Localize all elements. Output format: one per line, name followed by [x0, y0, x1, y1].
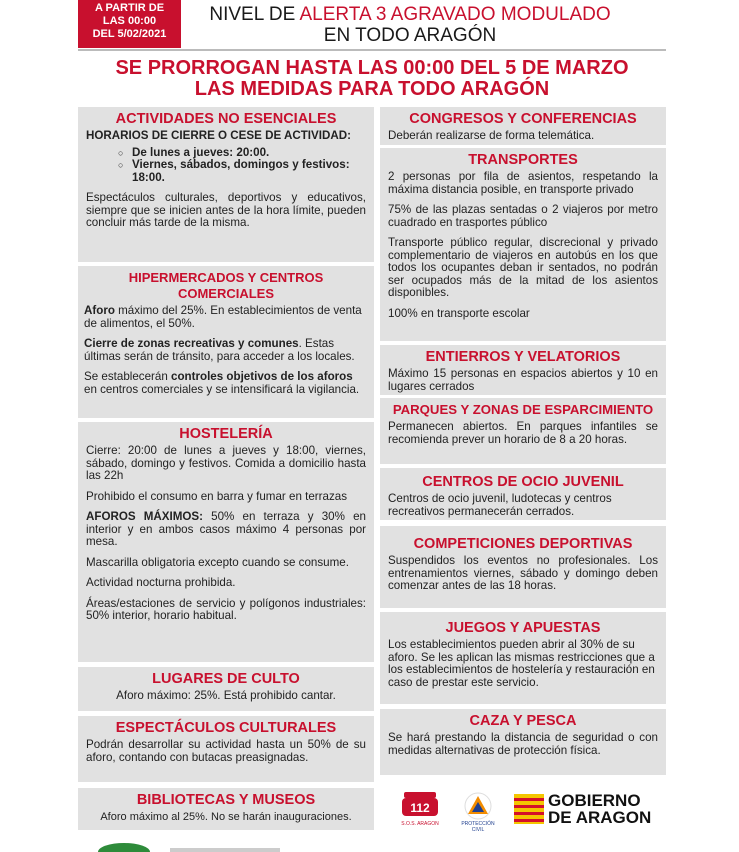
section-text: Cierre de zonas recreativas y comunes. Estas últimas serán de tránsito, para acceder a los locales. — [84, 337, 355, 363]
section-text: Se establecerán controles objetivos de los aforos en centros comerciales y se intensificará la vigilancia. — [84, 370, 360, 396]
section-text: Deberán realizarse de forma telemática. — [388, 129, 595, 142]
hours-list — [86, 147, 366, 185]
logo-gob-line-1: GOBIERNO — [548, 791, 641, 810]
section-text: Aforo máximo del 25%. En establecimientos de venta de alimentos, el 50%. — [84, 304, 362, 330]
section-text: Aforo máximo: 25%. Está prohibido cantar. — [116, 689, 336, 702]
section-title: TRANSPORTES — [468, 152, 578, 168]
banner-line-1: SE PRORROGAN HASTA LAS 00:00 DEL 5 DE MARZO — [115, 57, 629, 79]
section-text: Aforo máximo al 25%. No se harán inauguraciones. — [100, 811, 352, 823]
section-title: JUEGOS Y APUESTAS — [445, 620, 601, 636]
proteccion-civil-logo — [458, 790, 498, 833]
section-text: Áreas/estaciones de servicio y polígonos industriales: 50% interior, horario habitual. — [86, 596, 366, 622]
logo-112-caption: S.O.S. ARAGON — [401, 821, 439, 827]
section-title: LUGARES DE CULTO — [152, 671, 300, 687]
section-title: HIPERMERCADOS Y CENTROS COMERCIALES — [128, 270, 324, 301]
section-entierros — [380, 345, 666, 395]
section-text: Suspendidos los eventos no profesionales. Los entrenamientos viernes, sábado y domingo deben comenzar antes de las 18 horas. — [388, 554, 658, 592]
section-text: Transporte público regular, discrecional y privado complementario de viajeros en autobús en los que todos los ocupantes deban ir sentados, no podrán ser ocupados más de la mitad de los asientos disponibles. — [388, 236, 658, 299]
title-prefix: NIVEL DE — [209, 4, 300, 25]
gobierno-aragon-logo — [514, 792, 668, 828]
section-title: CENTROS DE OCIO JUVENIL — [422, 474, 624, 490]
section-title: CONGRESOS Y CONFERENCIAS — [409, 111, 637, 127]
section-hipermercados — [78, 266, 374, 418]
badge-line-1: A PARTIR DE — [94, 2, 165, 14]
page-title — [190, 4, 630, 46]
section-text: Se hará prestando la distancia de seguridad o con medidas alternativas de protección física. — [388, 731, 658, 757]
logo-112-number: 112 — [410, 801, 430, 815]
section-caza — [380, 709, 666, 775]
section-text: Espectáculos culturales, deportivos y educativos, siempre que se inicien antes de la hora límite, pueden concluir más tarde de la misma. — [86, 191, 366, 229]
section-text: 75% de las plazas sentadas o 2 viajeros por metro cuadrado en trasportes público — [388, 203, 658, 229]
section-espectaculos — [78, 716, 374, 782]
section-text: AFOROS MÁXIMOS: 50% en terraza y 30% en interior y en ambos casos máximo 4 personas por mesa. — [86, 510, 366, 548]
section-actividades — [78, 107, 374, 262]
section-title: COMPETICIONES DEPORTIVAS — [413, 536, 633, 552]
section-subtitle: HORARIOS DE CIERRE O CESE DE ACTIVIDAD: — [86, 129, 351, 142]
section-hosteleria — [78, 422, 374, 662]
section-title: ESPECTÁCULOS CULTURALES — [115, 720, 337, 736]
section-text: 2 personas por fila de asientos, respetando la máxima distancia posible, en transporte privado — [388, 170, 658, 196]
logos-bar — [398, 790, 668, 833]
list-item: ○ De lunes a jueves: 20:00. — [132, 147, 366, 160]
aragon-flag-icon — [514, 794, 544, 824]
badge-line-2: LAS 00:00 — [102, 15, 157, 27]
section-text: Permanecen abiertos. En parques infantiles se recomienda prever un horario de 8 a 20 horas. — [388, 420, 658, 446]
header-divider — [78, 49, 666, 51]
section-text: Actividad nocturna prohibida. — [86, 576, 236, 589]
banner — [80, 58, 664, 100]
section-text: Centros de ocio juvenil, ludotecas y centros recreativos permanecerán cerrados. — [388, 492, 612, 518]
section-text: Podrán desarrollar su actividad hasta un 50% de su aforo, contando con butacas preasignadas. — [86, 738, 366, 764]
section-title: HOSTELERÍA — [179, 426, 273, 442]
title-line-2: EN TODO ARAGÓN — [323, 25, 497, 46]
section-transportes — [380, 148, 666, 341]
section-text: Los establecimientos pueden abrir al 30% de su aforo. Se les aplican las mismas restricciones que a los establecimientos de hostelería y restauración en caso de prestar este servicio. — [388, 638, 655, 689]
section-ocio — [380, 468, 666, 520]
badge-line-3: DEL 5/02/2021 — [92, 28, 167, 40]
section-text: Máximo 15 personas en espacios abiertos y 10 en lugares cerrados — [388, 367, 658, 393]
bottom-cropped-graphic — [90, 840, 290, 852]
section-title: ACTIVIDADES NO ESENCIALES — [115, 111, 337, 127]
logo-gob-line-2: DE ARAGON — [548, 808, 652, 827]
section-culto — [78, 667, 374, 711]
section-title: ENTIERROS Y VELATORIOS — [425, 349, 621, 365]
list-item: ○ Viernes, sábados, domingos y festivos: 18:00. — [132, 159, 366, 184]
section-juegos — [380, 612, 666, 704]
section-title: PARQUES Y ZONAS DE ESPARCIMIENTO — [392, 402, 654, 417]
title-alert: ALERTA 3 AGRAVADO MODULADO — [299, 4, 611, 25]
banner-line-2: LAS MEDIDAS PARA TODO ARAGÓN — [194, 78, 550, 100]
section-competiciones — [380, 526, 666, 608]
section-parques — [380, 398, 666, 464]
section-text: Mascarilla obligatoria excepto cuando se consume. — [86, 555, 349, 569]
section-title: CAZA Y PESCA — [469, 713, 577, 729]
section-title: BIBLIOTECAS Y MUSEOS — [136, 792, 316, 808]
section-congresos — [380, 107, 666, 145]
section-text: Prohibido el consumo en barra y fumar en terrazas — [86, 489, 347, 503]
logo-pc-caption: PROTECCIÓN CIVIL — [461, 821, 495, 833]
section-bibliotecas — [78, 788, 374, 830]
date-badge — [78, 0, 181, 48]
sos-112-logo — [398, 790, 442, 830]
section-text: 100% en transporte escolar — [388, 306, 530, 320]
section-text: Cierre: 20:00 de lunes a jueves y 18:00, viernes, sábado, domingo y festivos. Comida a domicilio hasta las 22h — [86, 444, 366, 482]
